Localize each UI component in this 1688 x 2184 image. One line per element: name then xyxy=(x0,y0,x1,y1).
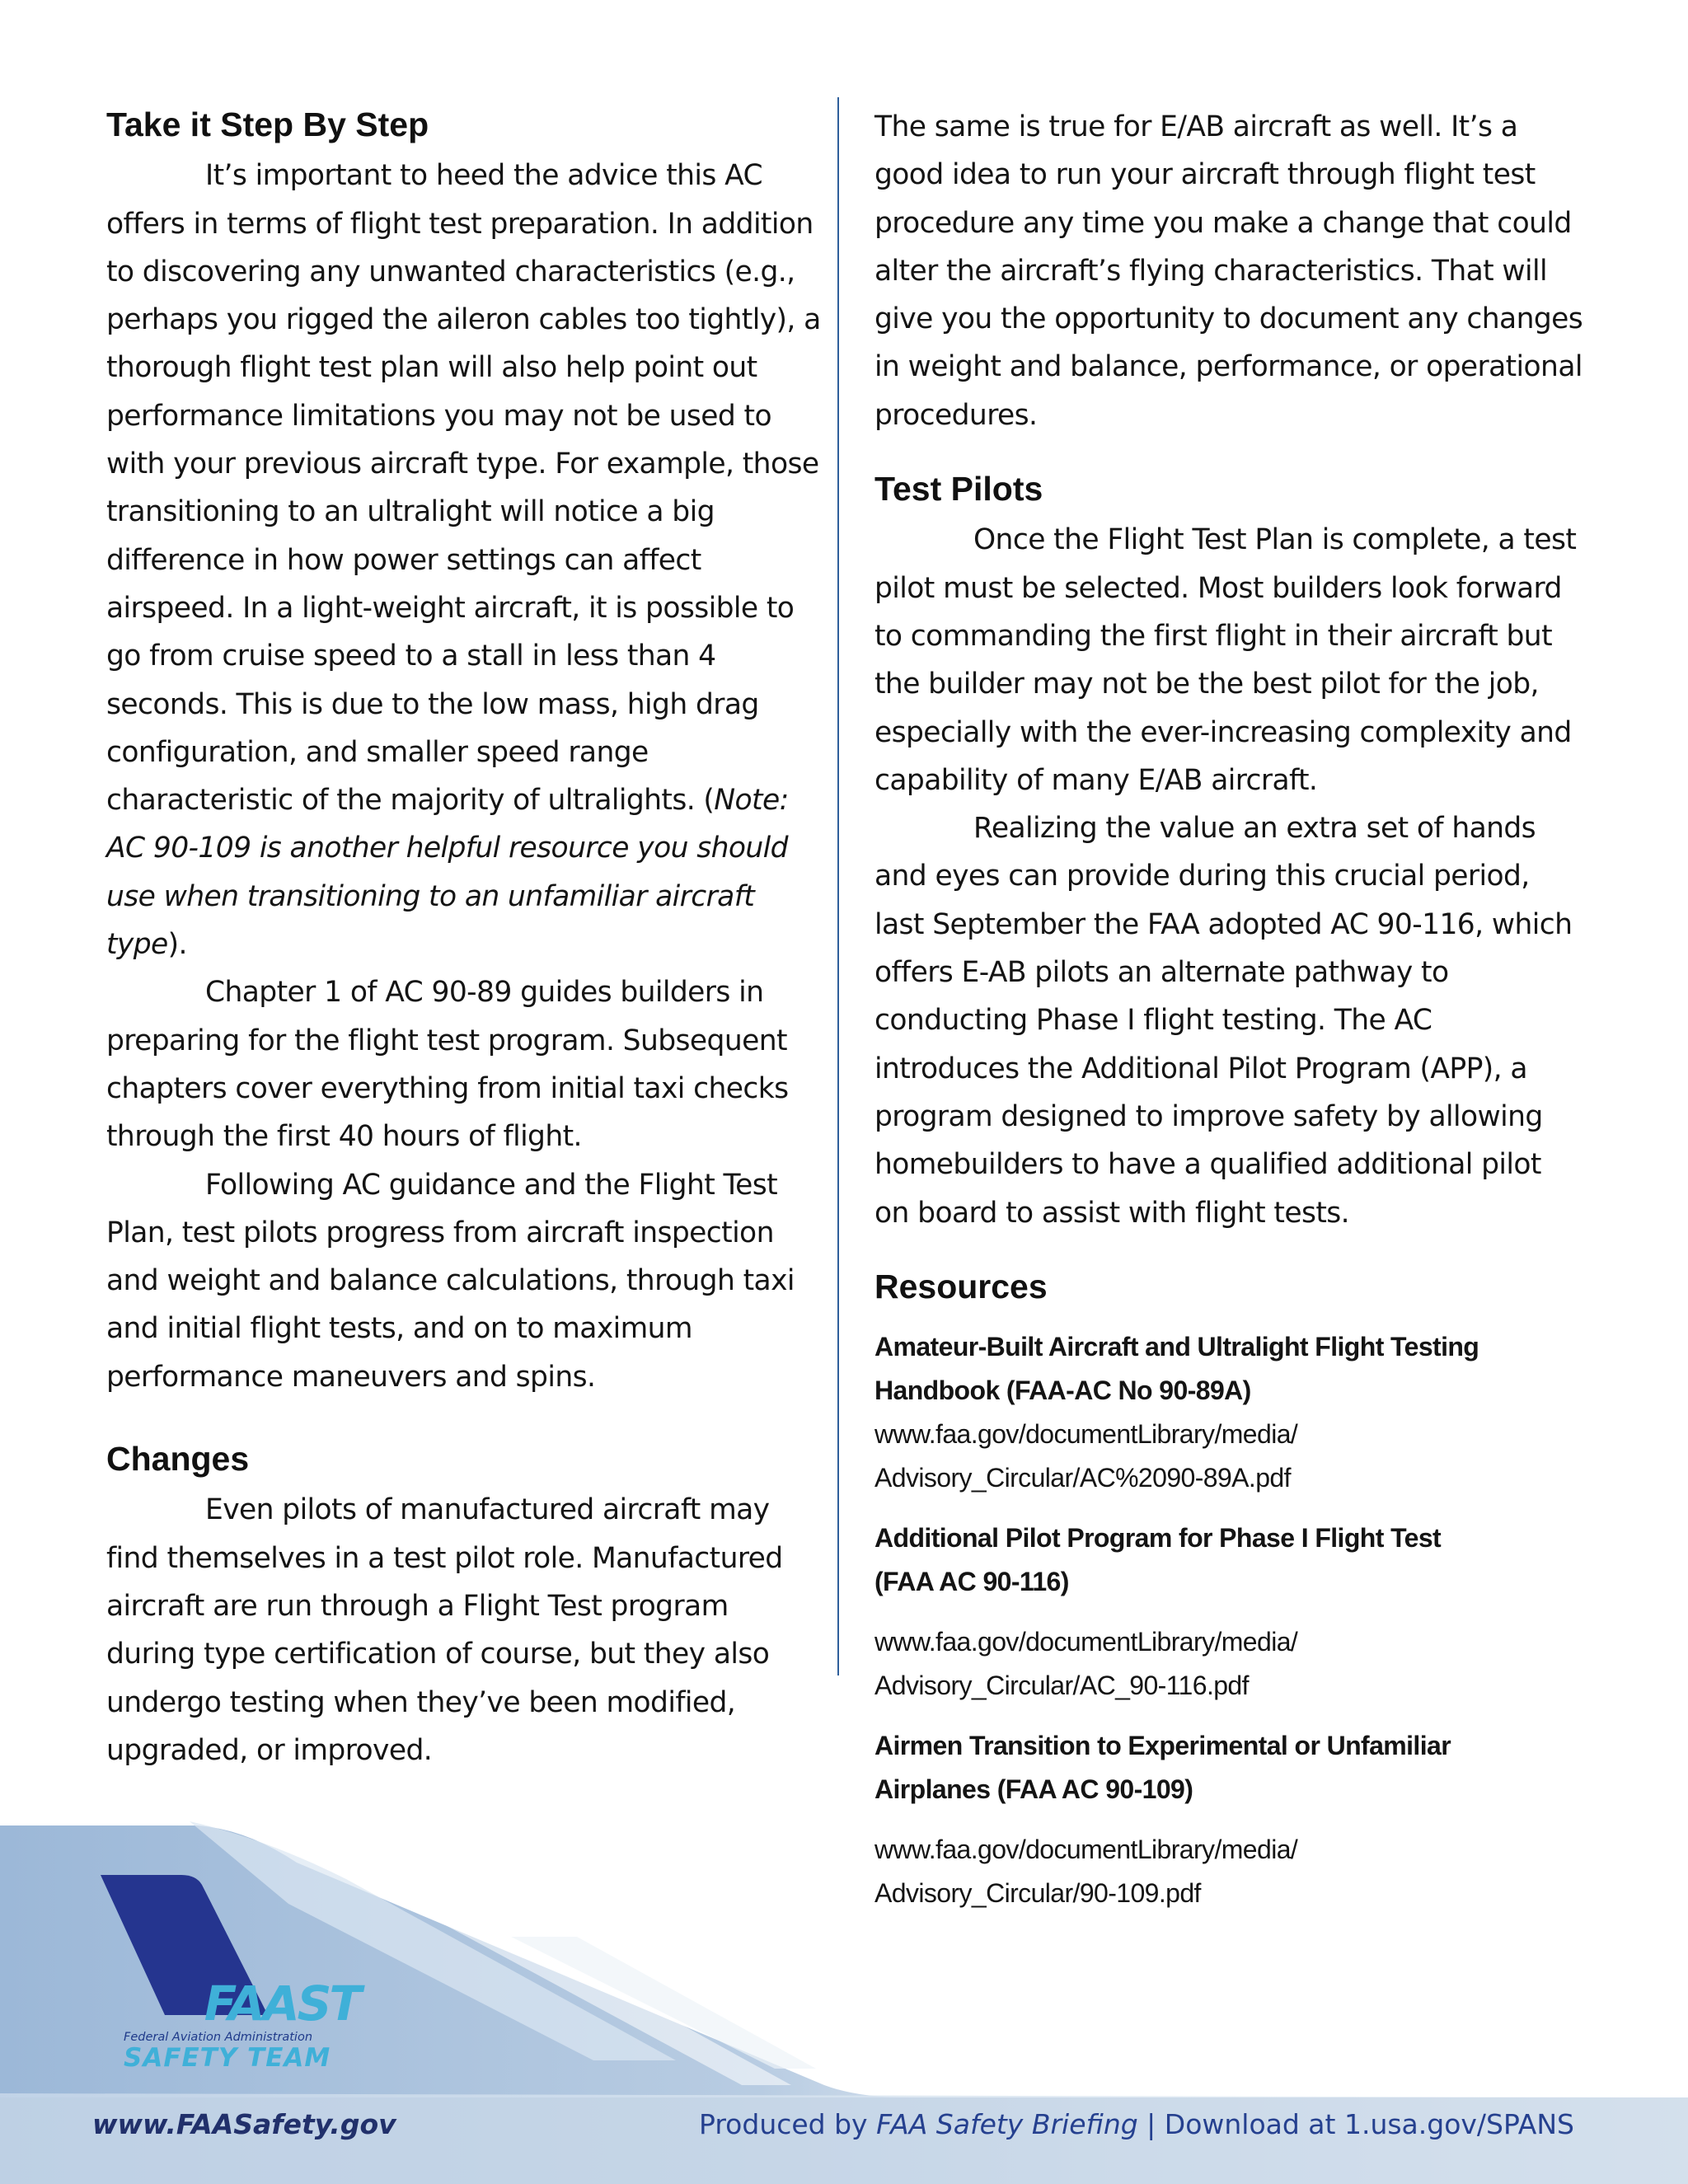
paragraph-test-pilot-selection: Once the Flight Test Plan is complete, a test pilot must be selected. Most builders look forward to commanding the first flight in their aircraft but the builder may not be the best pilot for the job, especially with the ever-increasing complexity and capability of many E/AB aircraft. xyxy=(874,523,1577,797)
faast-logo-wordmark: FAAST xyxy=(204,1975,359,2032)
paragraph-additional-pilot-program: Realizing the value an extra set of hands and eyes can provide during this crucial period, last September the FAA adopted AC 90-116, which offers E-AB pilots an alternate pathway to conducting Phase I flight testing. The AC introduces the Additional Pilot Program (APP), a program designed to improve safety by allowing homebuilders to have a qualified additional pilot on board to assist with flight tests. xyxy=(874,812,1573,1230)
footer-website-link[interactable]: www.FAASafety.gov xyxy=(92,2108,396,2140)
resource-item-90-89a xyxy=(874,1325,1583,1500)
resource-title: Airmen Transition to Experimental or Unfamiliar Airplanes (FAA AC 90-109) xyxy=(874,1731,1451,1805)
footer-briefing-title: FAA Safety Briefing xyxy=(876,2108,1138,2140)
heading-take-it-step-by-step: Take it Step By Step xyxy=(106,105,429,143)
faast-logo-safety-team: SAFETY TEAM xyxy=(124,2043,331,2073)
footer-produced-by: Produced by FAA Safety Briefing | Download at 1.usa.gov/SPANS xyxy=(699,2108,1574,2140)
heading-test-pilots: Test Pilots xyxy=(874,470,1043,509)
paragraph-eab-aircraft: The same is true for E/AB aircraft as well. It’s a good idea to run your aircraft through flight test procedure any time you make a change that could alter the aircraft’s flying characteristics. That will give you the opportunity to document any changes in weight and balance, performance, or operational procedures. xyxy=(874,110,1583,432)
right-column xyxy=(874,103,1583,1915)
resource-item-90-116 xyxy=(874,1516,1583,1708)
resource-title: Additional Pilot Program for Phase I Flight Test (FAA AC 90-116) xyxy=(874,1523,1442,1597)
paragraph-chapter-1: Chapter 1 of AC 90-89 guides builders in preparing for the flight test program. Subsequent chapters cover everything from initial taxi checks through the first 40 hours of flight. xyxy=(106,976,789,1154)
resource-link[interactable]: www.faa.gov/documentLibrary/media/ Advisory_Circular/AC_90-116.pdf xyxy=(874,1627,1298,1701)
heading-resources: Resources xyxy=(874,1267,1048,1305)
paragraph-manufactured-aircraft: Even pilots of manufactured aircraft may find themselves in a test pilot role. Manufactured aircraft are run through a Flight Test program during type certification of course, but they also undergo testing when they’ve been modified, upgraded, or improved. xyxy=(106,1493,783,1767)
column-divider xyxy=(837,97,839,1675)
note-ac-90-109: Note: AC 90-109 is another helpful resource you should use when transitioning to an unfamiliar aircraft type xyxy=(106,784,789,962)
paragraph-following-guidance: Following AC guidance and the Flight Test Plan, test pilots progress from aircraft inspection and weight and balance calculations, through taxi and initial flight tests, and on to maximum performance maneuvers and spins. xyxy=(106,1168,795,1394)
footer-download-link[interactable]: | Download at 1.usa.gov/SPANS xyxy=(1137,2108,1574,2140)
resource-title: Amateur-Built Aircraft and Ultralight Flight Testing Handbook (FAA-AC No 90-89A) xyxy=(874,1332,1479,1406)
paragraph-flight-test-prep: It’s important to heed the advice this AC offers in terms of flight test preparation. In addition to discovering any unwanted characteristics (e.g., perhaps you rigged the aileron cables too tightly), a thorough flight test plan will also help point out performance limitations you may not be used to with your previous aircraft type. For example, those transitioning to an ultralight will notice a big difference in how power settings can affect airspeed. In a light-weight aircraft, it is possible to go from cruise speed to a stall in less than 4 seconds. This is due to the low mass, high drag configuration, and smaller speed range characteristic of the majority of ultralights. (Note: AC 90-109 is another helpful resource you should use when transitioning to an unfamiliar aircraft type). xyxy=(106,159,821,962)
heading-changes: Changes xyxy=(106,1440,250,1479)
resource-link[interactable]: www.faa.gov/documentLibrary/media/ Advisory_Circular/90-109.pdf xyxy=(874,1835,1298,1909)
faast-logo-subtitle: Federal Aviation Administration xyxy=(124,2031,313,2044)
left-column xyxy=(106,103,825,1774)
resource-link[interactable]: www.faa.gov/documentLibrary/media/ Advisory_Circular/AC%2090-89A.pdf xyxy=(874,1419,1298,1493)
